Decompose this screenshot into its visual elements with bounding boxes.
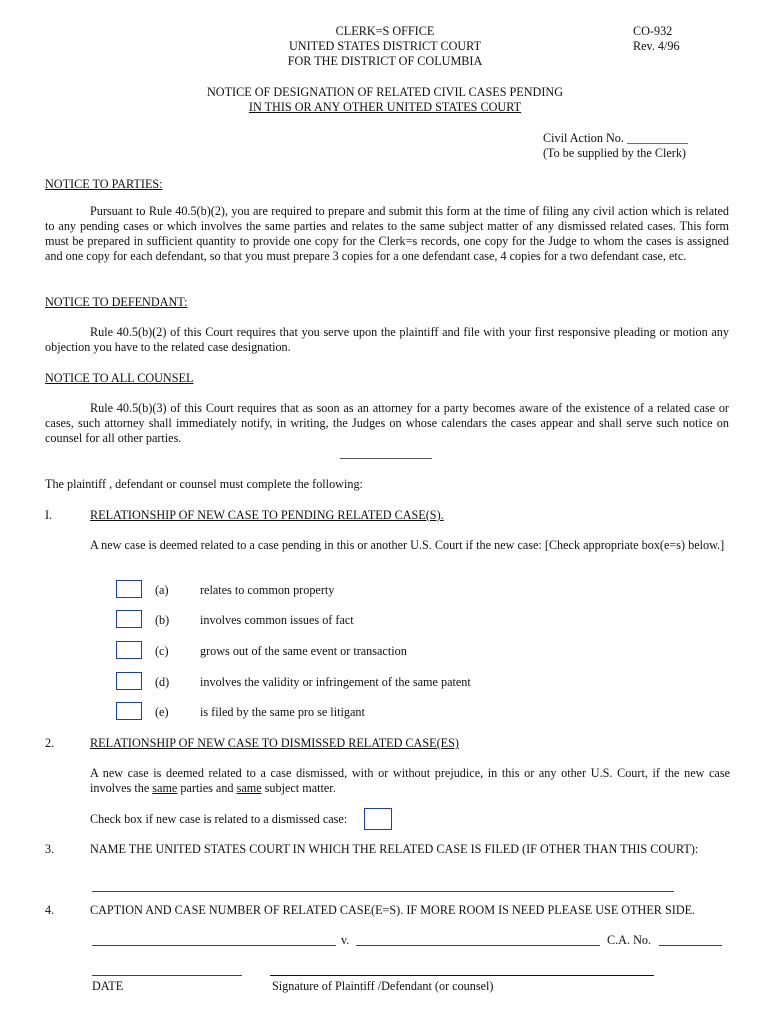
- section-3-text: NAME THE UNITED STATES COURT IN WHICH THE RELATED CASE IS FILED (IF OTHER THAN THIS COURT):: [90, 842, 699, 856]
- signature-label: Signature of Plaintiff /Defendant (or counsel): [272, 979, 494, 993]
- date-label: DATE: [92, 979, 124, 993]
- form-number: CO-932: [633, 24, 673, 38]
- section-2-text-post: subject matter.: [261, 781, 336, 795]
- option-a-checkbox[interactable]: [116, 580, 142, 598]
- section-2-text-pre: A new case is deemed related to a case dismissed, with or without prejudice, in this or any other U.S. Court, if the new case involves the: [90, 766, 730, 795]
- intro-text: The plaintiff , defendant or counsel must complete the following:: [45, 477, 363, 491]
- form-id-block: [633, 24, 680, 54]
- civil-action-number: Civil Action No. __________: [543, 131, 688, 145]
- option-b-checkbox[interactable]: [116, 610, 142, 628]
- document-title: [100, 85, 670, 115]
- case-number-field[interactable]: [659, 945, 722, 946]
- office-line-2: UNITED STATES DISTRICT COURT: [288, 39, 482, 53]
- option-d-key: (d): [155, 675, 170, 689]
- notice-parties-heading: NOTICE TO PARTIES:: [45, 177, 163, 191]
- versus-label: v.: [341, 933, 350, 947]
- section-1-heading: RELATIONSHIP OF NEW CASE TO PENDING RELATED CASE(S).: [90, 508, 444, 522]
- notice-counsel-text: Rule 40.5(b)(3) of this Court requires that as soon as an attorney for a party becomes aware of the existence of a related case or cases, such attorney shall immediately notify, in writing, the Judges on whose calendars the cases appear and shall serve such notice on counsel for all other parties.: [45, 401, 729, 445]
- section-2-heading: RELATIONSHIP OF NEW CASE TO DISMISSED RELATED CASE(ES): [90, 736, 459, 750]
- option-a-label: relates to common property: [200, 583, 335, 597]
- option-e-checkbox[interactable]: [116, 702, 142, 720]
- section-2-number: 2.: [45, 736, 55, 750]
- civil-action-block: [543, 131, 688, 161]
- case-number-label: C.A. No.: [607, 933, 652, 947]
- same-parties-emphasis: same: [152, 781, 178, 795]
- dismissed-check-label: Check box if new case is related to a dismissed case:: [90, 812, 348, 826]
- option-b-label: involves common issues of fact: [200, 613, 354, 627]
- notice-counsel-heading: NOTICE TO ALL COUNSEL: [45, 371, 194, 385]
- related-court-name-field[interactable]: [92, 891, 674, 892]
- signature-field[interactable]: [270, 975, 654, 976]
- section-3-number: 3.: [45, 842, 55, 856]
- separator-line: [340, 458, 432, 459]
- notice-defendant-text: Rule 40.5(b)(2) of this Court requires that you serve upon the plaintiff and file with your first responsive pleading or motion any objection you have to the related case designation.: [45, 325, 729, 354]
- option-c-label: grows out of the same event or transaction: [200, 644, 407, 658]
- date-field[interactable]: [92, 975, 242, 976]
- same-subject-emphasis: same: [236, 781, 262, 795]
- dismissed-case-checkbox[interactable]: [364, 808, 392, 830]
- section-2-text-mid: parties and: [177, 781, 237, 795]
- option-d-checkbox[interactable]: [116, 672, 142, 690]
- office-line-3: FOR THE DISTRICT OF COLUMBIA: [287, 54, 483, 68]
- caption-plaintiff-field[interactable]: [92, 945, 336, 946]
- section-4-text: CAPTION AND CASE NUMBER OF RELATED CASE(E=S). IF MORE ROOM IS NEED PLEASE USE OTHER SIDE.: [90, 903, 696, 917]
- form-revision: Rev. 4/96: [633, 39, 680, 53]
- civil-action-note: (To be supplied by the Clerk): [543, 146, 686, 160]
- title-line-2: IN THIS OR ANY OTHER UNITED STATES COURT: [248, 100, 522, 114]
- title-line-1: NOTICE OF DESIGNATION OF RELATED CIVIL CASES PENDING: [206, 85, 564, 99]
- option-e-key: (e): [155, 705, 169, 719]
- option-d-label: involves the validity or infringement of the same patent: [200, 675, 471, 689]
- caption-defendant-field[interactable]: [356, 945, 600, 946]
- option-c-key: (c): [155, 644, 169, 658]
- option-e-label: is filed by the same pro se litigant: [200, 705, 365, 719]
- section-1-text: A new case is deemed related to a case pending in this or another U.S. Court if the new case: [Check appropriate box(e=s) below.]: [90, 538, 725, 552]
- option-c-checkbox[interactable]: [116, 641, 142, 659]
- option-b-key: (b): [155, 613, 170, 627]
- notice-parties-text: Pursuant to Rule 40.5(b)(2), you are required to prepare and submit this form at the time of filing any civil action which is related to any pending cases or which involves the same parties and relates to the same subject matter of any dismissed related cases. This form must be prepared in sufficient quantity to provide one copy for the Clerk=s records, one copy for the Judge to whom the cases is assigned and one copy for each defendant, so that you must prepare 3 copies for a one defendant case, 4 copies for a two defendant case, etc.: [45, 204, 729, 263]
- office-line-1: CLERK=S OFFICE: [335, 24, 435, 38]
- section-2-text: [90, 766, 730, 796]
- notice-defendant-heading: NOTICE TO DEFENDANT:: [45, 295, 188, 309]
- clerk-office-header: [230, 24, 540, 69]
- section-4-number: 4.: [45, 903, 55, 917]
- section-1-number: I.: [45, 508, 53, 522]
- option-a-key: (a): [155, 583, 169, 597]
